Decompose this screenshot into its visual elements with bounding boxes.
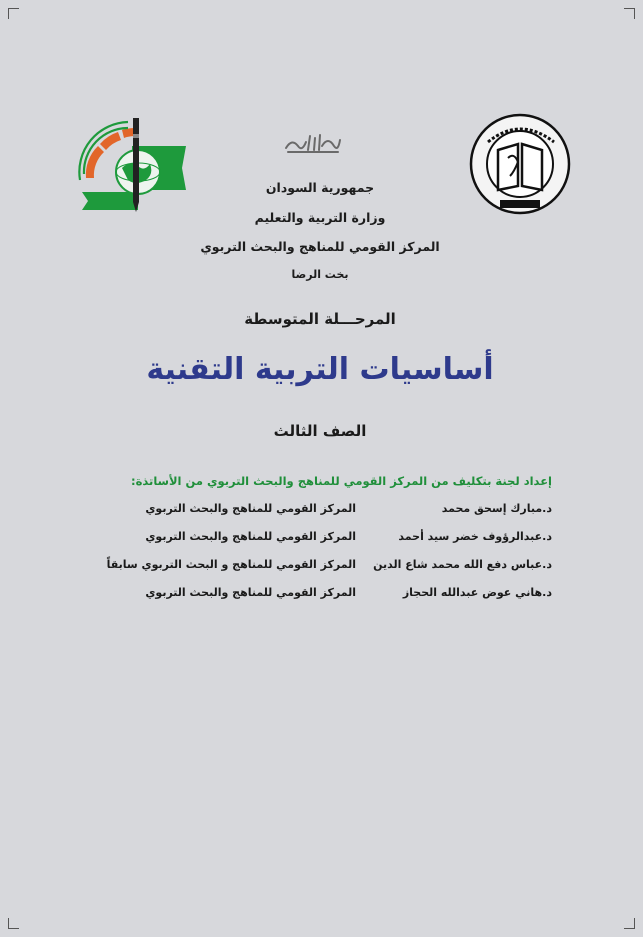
author-name: د.عباس دفع الله محمد شاع الدين: [373, 558, 552, 571]
book-title: أساسيات التربية التقنية: [146, 352, 494, 387]
center-line: المركز القومي للمناهج والبحث التربوي: [200, 239, 440, 254]
author-affiliation: المركز القومي للمناهج والبحث التربوي: [145, 586, 356, 599]
author-name: د.عبدالرؤوف خضر سيد أحمد: [398, 530, 552, 543]
author-affiliation: المركز القومي للمناهج والبحث التربوي: [145, 530, 356, 543]
ministry-line: وزارة التربية والتعليم: [254, 210, 386, 225]
crop-mark-bottom-left: [8, 918, 19, 929]
author-row: [100, 586, 552, 604]
author-name: د.مبارك إسحق محمد: [441, 502, 552, 515]
author-row: [100, 530, 552, 548]
grade-label: الصف الثالث: [273, 422, 367, 440]
crop-mark-top-right: [624, 8, 635, 19]
curriculum-center-seal-icon: [468, 112, 572, 216]
crop-mark-top-left: [8, 8, 19, 19]
author-row: [100, 558, 552, 576]
basmala-calligraphy-icon: [282, 132, 344, 154]
committee-intro: إعداد لجنة بتكليف من المركز القومي للمناهج والبحث التربوي من الأساتذة:: [130, 474, 552, 488]
education-stage: المرحـــلة المتوسطة: [244, 310, 396, 328]
country-line: جمهورية السودان: [265, 180, 375, 195]
author-affiliation: المركز القومي للمناهج و البحث التربوي سابقاً: [106, 558, 356, 571]
ministry-logo-icon: [78, 116, 190, 220]
crop-mark-bottom-right: [624, 918, 635, 929]
author-name: د.هاني عوض عبدالله الحجاز: [402, 586, 552, 599]
city-line: بخت الرضا: [291, 268, 349, 281]
author-affiliation: المركز القومي للمناهج والبحث التربوي: [145, 502, 356, 515]
author-row: [100, 502, 552, 520]
